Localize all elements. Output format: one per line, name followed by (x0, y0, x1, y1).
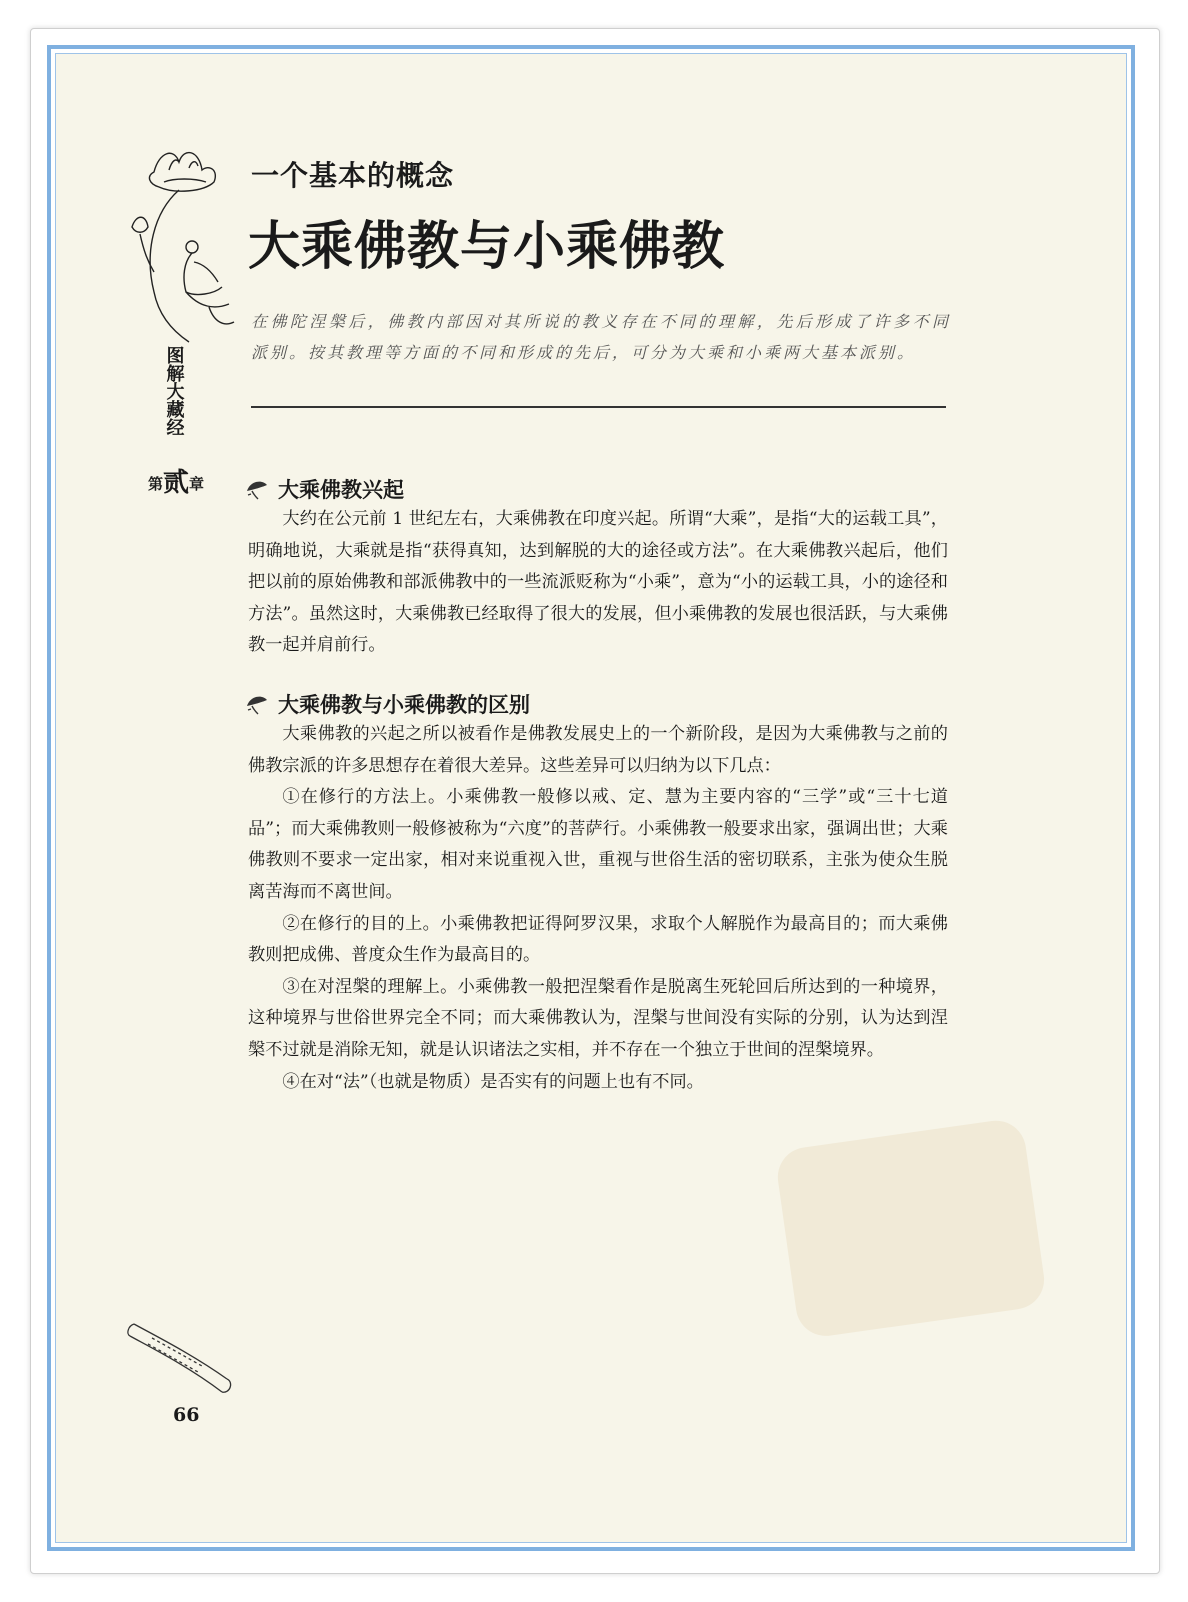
page-number: 66 (173, 1404, 200, 1426)
scroll-illustration (122, 1304, 242, 1404)
watermark-seal (756, 1114, 1056, 1344)
series-spine-label (154, 346, 194, 436)
section-heading-text: 大乘佛教兴起 (278, 478, 404, 502)
chapter-marker (136, 462, 216, 499)
lotus-leaf-icon (244, 692, 270, 716)
body-paragraph: ②在修行的目的上。小乘佛教把证得阿罗汉果，求取个人解脱作为最高目的；而大乘佛教则把成佛、普度众生作为最高目的。 (248, 913, 948, 966)
series-title: 图解大藏经 (163, 346, 185, 436)
chapter-prefix: 第 (147, 475, 163, 493)
body-paragraph: ①在修行的方法上。小乘佛教一般修以戒、定、慧为主要内容的“三学”或“三十七道品”；而大乘佛教则一般修被称为“六度”的菩萨行。小乘佛教一般要求出家，强调出世；大乘佛教则不要求一定出家，相对来说重视入世，重视与世俗生活的密切联系，主张为使众生脱离苦海而不离世间。 (248, 787, 948, 902)
book-page (55, 53, 1127, 1543)
chapter-number: 贰 (162, 468, 189, 498)
body-paragraph: 大约在公元前 1 世纪左右，大乘佛教在印度兴起。所谓“大乘”，是指“大的运载工具”，明确地说，大乘就是指“获得真知，达到解脱的大的途径或方法”。在大乘佛教兴起后，他们把以前的原始佛教和部派佛教中的一些流派贬称为“小乘”，意为“小的运载工具，小的途径和方法”。虽然这时，大乘佛教已经取得了很大的发展，但小乘佛教的发展也很活跃，与大乘佛教一起并肩前行。 (248, 509, 948, 656)
lotus-leaf-icon (244, 477, 270, 501)
section-body-rise (248, 504, 948, 662)
chapter-suffix: 章 (189, 475, 205, 493)
section-body-differences (248, 719, 948, 1098)
body-paragraph: 大乘佛教的兴起之所以被看作是佛教发展史上的一个新阶段，是因为大乘佛教与之前的佛教宗派的许多思想存在着很大差异。这些差异可以归纳为以下几点： (248, 724, 948, 776)
section-heading-rise (244, 474, 404, 504)
section-heading-differences (244, 689, 530, 719)
section-heading-text: 大乘佛教与小乘佛教的区别 (278, 693, 530, 717)
page-title: 大乘佛教与小乘佛教 (248, 216, 726, 277)
section-kicker: 一个基本的概念 (251, 159, 455, 192)
intro-paragraph: 在佛陀涅槃后，佛教内部因对其所说的教义存在不同的理解，先后形成了许多不同派别。按其教理等方面的不同和形成的先后，可分为大乘和小乘两大基本派别。 (251, 312, 951, 362)
lotus-figure-illustration (114, 132, 244, 352)
divider (251, 406, 946, 408)
body-paragraph: ③在对涅槃的理解上。小乘佛教一般把涅槃看作是脱离生死轮回后所达到的一种境界，这种境界与世俗世界完全不同；而大乘佛教认为，涅槃与世间没有实际的分别，认为达到涅槃不过就是消除无知，就是认识诸法之实相，并不存在一个独立于世间的涅槃境界。 (248, 976, 948, 1060)
body-paragraph: ④在对“法”（也就是物质）是否实有的问题上也有不同。 (282, 1071, 704, 1092)
